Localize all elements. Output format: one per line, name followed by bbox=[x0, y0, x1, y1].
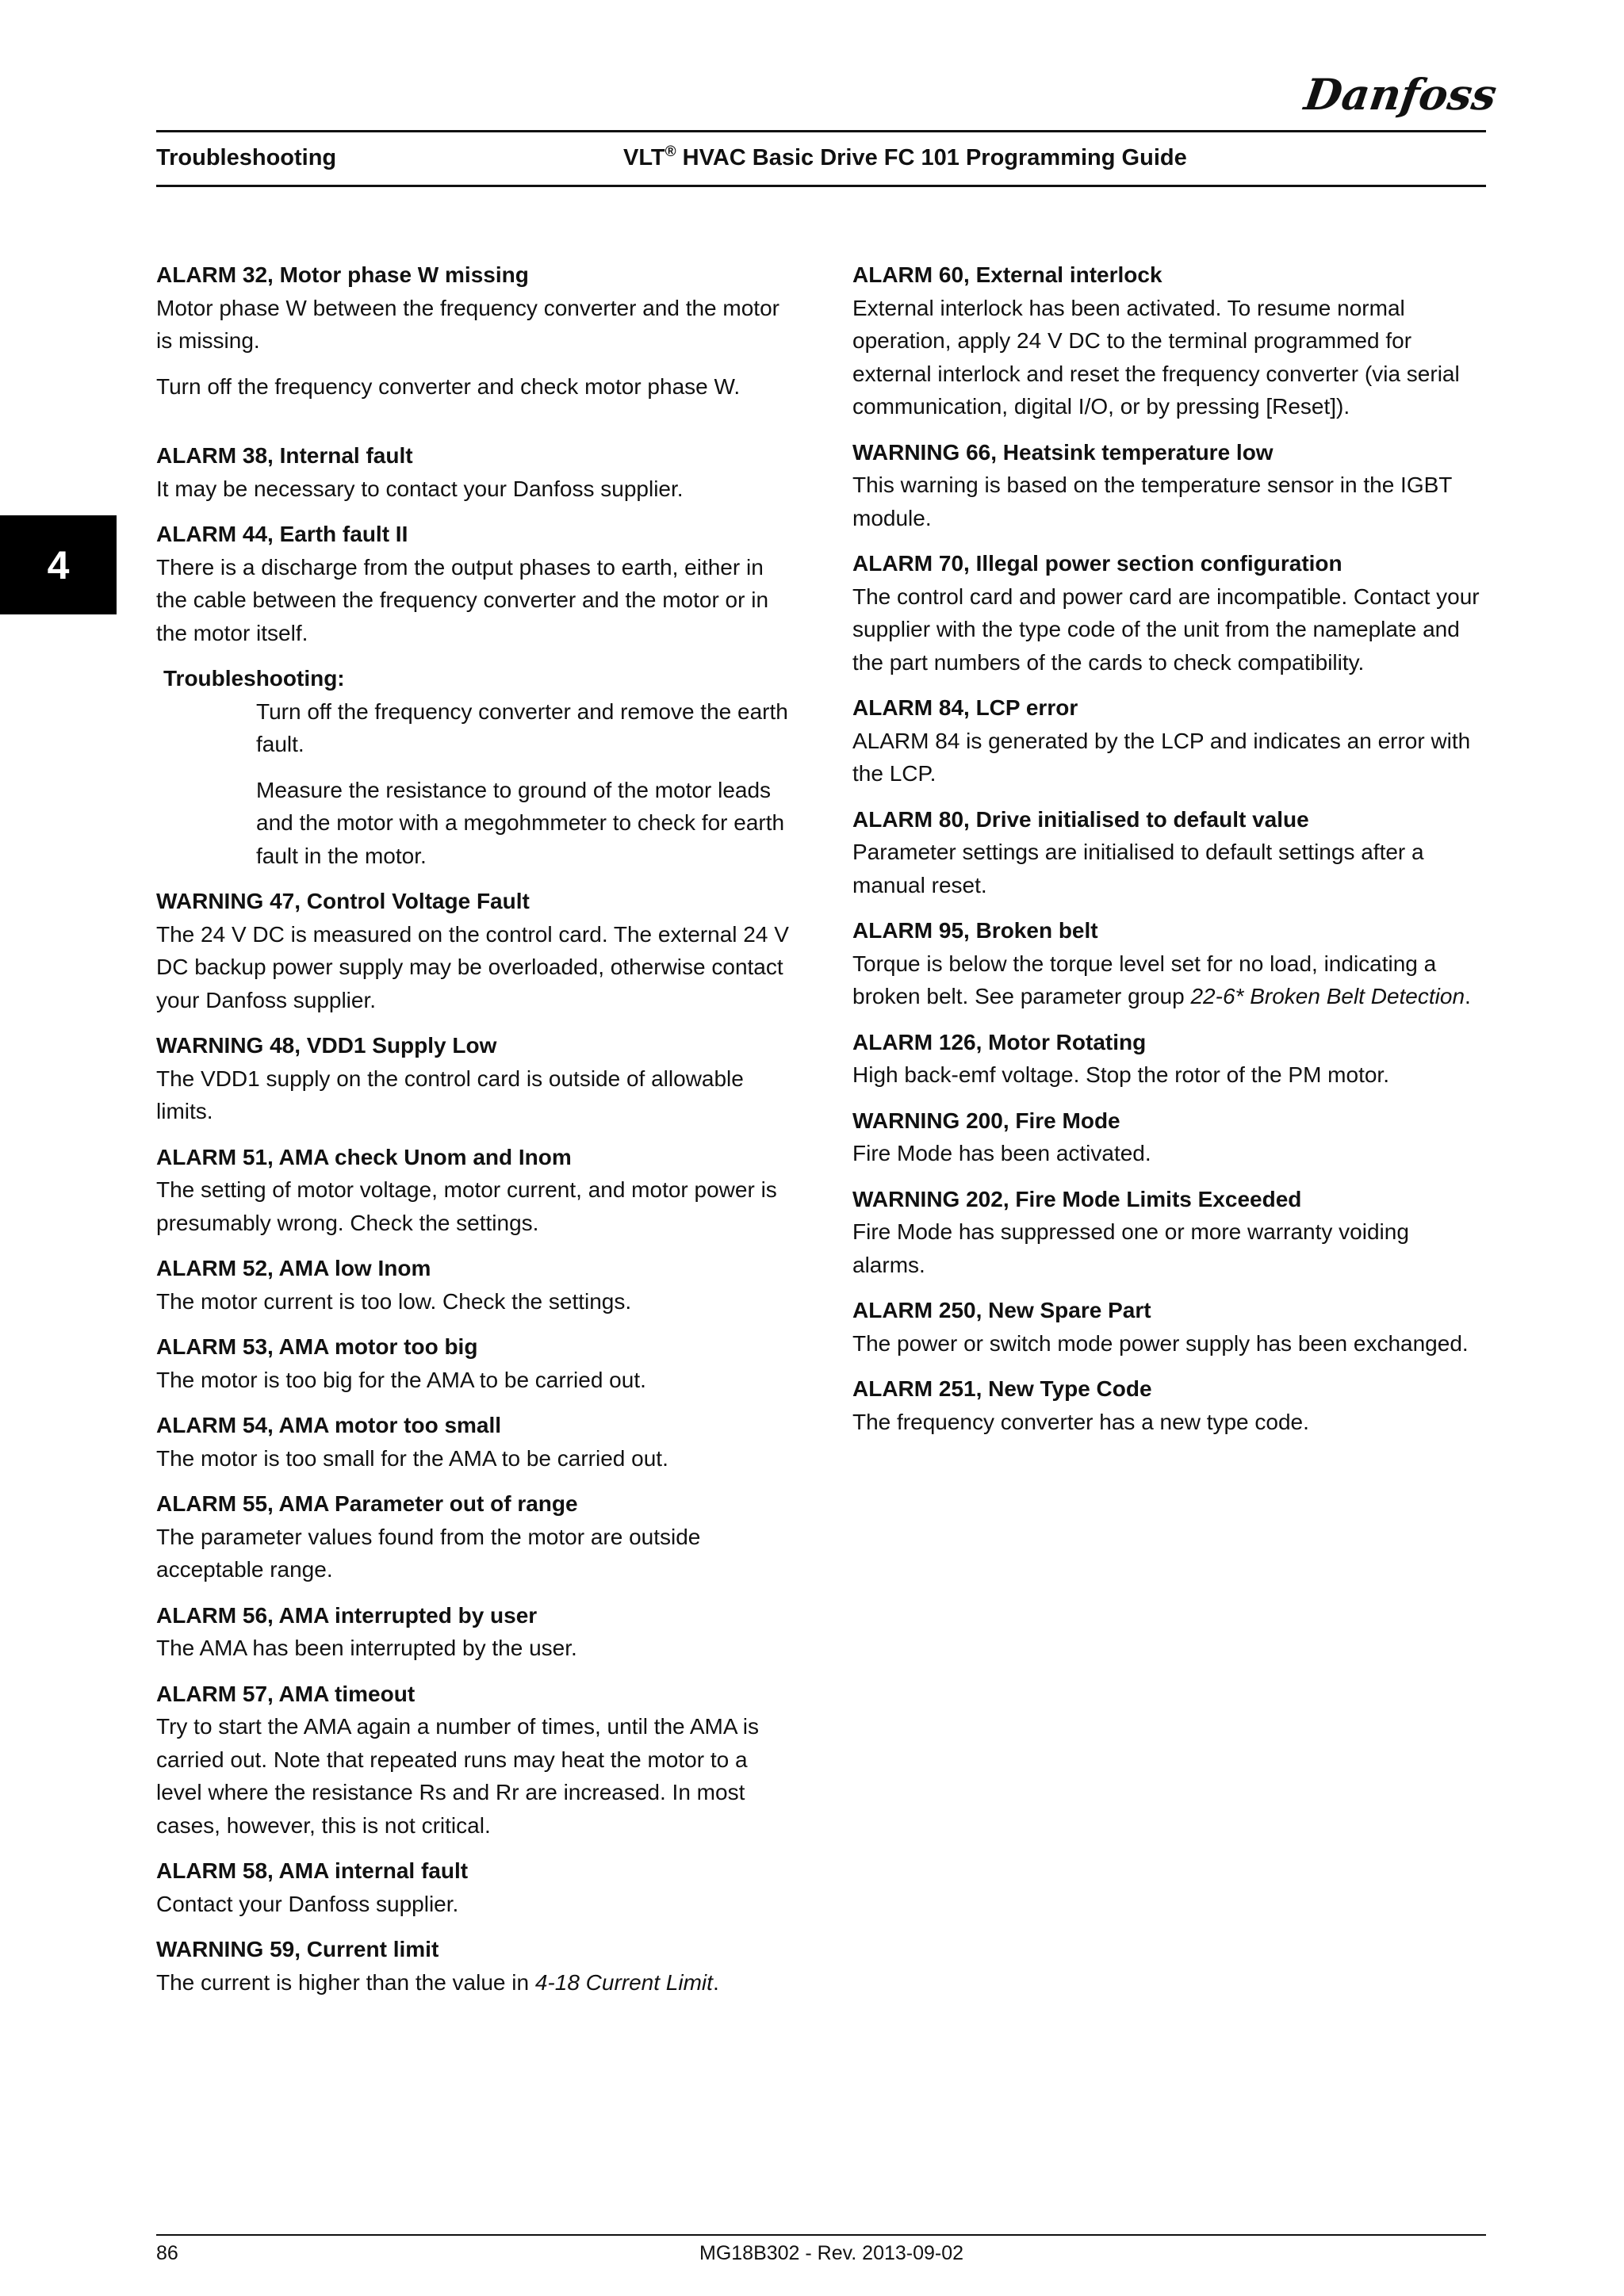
registered-mark: ® bbox=[665, 144, 676, 160]
alarm-70-entry bbox=[852, 547, 1487, 679]
alarm-52-entry bbox=[156, 1252, 791, 1318]
alarm-84-entry bbox=[852, 691, 1487, 790]
alarm-51-title: ALARM 51, AMA check Unom and Inom bbox=[156, 1144, 572, 1169]
warning-59-entry bbox=[156, 1933, 791, 1999]
alarm-52-title: ALARM 52, AMA low Inom bbox=[156, 1256, 431, 1280]
alarm-51-body: The setting of motor voltage, motor current, and motor power is presumably wrong. Check the settings. bbox=[156, 1177, 777, 1235]
alarm-51-entry bbox=[156, 1141, 791, 1240]
body-text: . bbox=[712, 1969, 719, 1995]
body-text: Torque is below the torque level set for no load, indicating a broken belt. See parameter group bbox=[852, 951, 1437, 1008]
chapter-tab: 4 bbox=[0, 515, 117, 614]
troubleshooting-step: Turn off the frequency converter and remove the earth fault. bbox=[256, 698, 788, 756]
warning-48-title: WARNING 48, VDD1 Supply Low bbox=[156, 1033, 497, 1058]
body-text: . bbox=[1465, 984, 1471, 1008]
alarm-32-title: ALARM 32, Motor phase W missing bbox=[156, 262, 529, 287]
alarm-54-entry bbox=[156, 1409, 791, 1475]
alarm-84-body: ALARM 84 is generated by the LCP and indicates an error with the LCP. bbox=[852, 728, 1471, 786]
alarm-54-body: The motor is too small for the AMA to be carried out. bbox=[156, 1445, 668, 1471]
warning-47-entry bbox=[156, 885, 791, 1016]
alarm-56-entry bbox=[156, 1599, 791, 1665]
alarm-251-body: The frequency converter has a new type code. bbox=[852, 1409, 1309, 1434]
warning-66-body: This warning is based on the temperature sensor in the IGBT module. bbox=[852, 473, 1452, 530]
troubleshooting-label: Troubleshooting: bbox=[163, 666, 345, 691]
alarm-55-entry bbox=[156, 1487, 791, 1586]
alarm-58-title: ALARM 58, AMA internal fault bbox=[156, 1858, 469, 1883]
alarm-60-body: External interlock has been activated. To resume normal operation, apply 24 V DC to the terminal programmed for external interlock and reset the frequency converter (via serial communication, digital I/O, or by pressing [Reset]). bbox=[852, 295, 1460, 419]
header-rule-bottom bbox=[156, 185, 1486, 187]
alarm-57-body: Try to start the AMA again a number of times, until the AMA is carried out. Note that repeated runs may heat the motor to a level where the resistance Rs and Rr are increased. In most cases, however, this is not critical. bbox=[156, 1714, 759, 1838]
alarm-54-title: ALARM 54, AMA motor too small bbox=[156, 1413, 502, 1437]
alarm-53-title: ALARM 53, AMA motor too big bbox=[156, 1334, 478, 1359]
alarm-250-title: ALARM 250, New Spare Part bbox=[852, 1298, 1151, 1322]
header-rule-top bbox=[156, 130, 1486, 132]
alarm-32-body-2: Turn off the frequency converter and check motor phase W. bbox=[156, 373, 741, 399]
alarm-32-entry bbox=[156, 258, 791, 403]
alarm-70-title: ALARM 70, Illegal power section configuration bbox=[852, 551, 1342, 576]
alarm-56-body: The AMA has been interrupted by the user. bbox=[156, 1636, 577, 1660]
body-text: The current is higher than the value in bbox=[156, 1969, 535, 1995]
document-code: MG18B302 - Rev. 2013-09-02 bbox=[699, 2242, 964, 2264]
danfoss-logo bbox=[1301, 62, 1500, 127]
alarm-56-title: ALARM 56, AMA interrupted by user bbox=[156, 1602, 538, 1628]
alarm-55-title: ALARM 55, AMA Parameter out of range bbox=[156, 1491, 578, 1516]
alarm-60-title: ALARM 60, External interlock bbox=[852, 262, 1162, 287]
warning-66-entry bbox=[852, 436, 1487, 535]
alarm-250-body: The power or switch mode power supply has been exchanged. bbox=[852, 1330, 1469, 1356]
warning-47-title: WARNING 47, Control Voltage Fault bbox=[156, 889, 530, 913]
alarm-58-entry bbox=[156, 1854, 791, 1920]
footer-rule bbox=[156, 2234, 1486, 2236]
warning-202-body: Fire Mode has suppressed one or more warranty voiding alarms. bbox=[852, 1219, 1409, 1277]
troubleshooting-step: Measure the resistance to ground of the motor leads and the motor with a megohmmeter to check for earth fault in the motor. bbox=[256, 777, 785, 868]
warning-59-title: WARNING 59, Current limit bbox=[156, 1937, 439, 1961]
right-column bbox=[852, 258, 1487, 1451]
alarm-95-title: ALARM 95, Broken belt bbox=[852, 918, 1098, 943]
warning-48-entry bbox=[156, 1029, 791, 1128]
logo-wordmark: Danfoss bbox=[1301, 69, 1500, 120]
warning-47-body: The 24 V DC is measured on the control card. The external 24 V DC backup power supply may be overloaded, otherwise contact your Danfoss supplier. bbox=[156, 921, 789, 1012]
alarm-126-title: ALARM 126, Motor Rotating bbox=[852, 1029, 1147, 1054]
warning-48-body: The VDD1 supply on the control card is outside of allowable limits. bbox=[156, 1066, 744, 1123]
alarm-95-entry bbox=[852, 914, 1487, 1013]
alarm-44-entry bbox=[156, 518, 791, 872]
alarm-80-body: Parameter settings are initialised to default settings after a manual reset. bbox=[852, 840, 1424, 897]
alarm-38-body: It may be necessary to contact your Danfoss supplier. bbox=[156, 476, 684, 501]
alarm-250-entry bbox=[852, 1294, 1487, 1360]
alarm-57-entry bbox=[156, 1678, 791, 1843]
alarm-251-entry bbox=[852, 1372, 1487, 1438]
alarm-70-body: The control card and power card are incompatible. Contact your supplier with the type code of the unit from the nameplate and the part numbers of the cards to check compatibility. bbox=[852, 584, 1480, 675]
spacer bbox=[156, 415, 791, 439]
section-heading: Troubleshooting bbox=[156, 145, 337, 170]
warning-200-body: Fire Mode has been activated. bbox=[852, 1141, 1151, 1165]
alarm-126-body: High back-emf voltage. Stop the rotor of the PM motor. bbox=[852, 1062, 1389, 1087]
alarm-55-body: The parameter values found from the motor are outside acceptable range. bbox=[156, 1524, 701, 1582]
alarm-32-body: Motor phase W between the frequency converter and the motor is missing. bbox=[156, 295, 779, 353]
alarm-53-body: The motor is too big for the AMA to be carried out. bbox=[156, 1367, 646, 1392]
warning-202-entry bbox=[852, 1183, 1487, 1282]
warning-202-title: WARNING 202, Fire Mode Limits Exceeded bbox=[852, 1186, 1302, 1211]
alarm-52-body: The motor current is too low. Check the settings. bbox=[156, 1288, 632, 1314]
alarm-251-title: ALARM 251, New Type Code bbox=[852, 1376, 1152, 1401]
alarm-80-title: ALARM 80, Drive initialised to default value bbox=[852, 806, 1309, 832]
alarm-38-entry bbox=[156, 439, 791, 505]
alarm-58-body: Contact your Danfoss supplier. bbox=[156, 1891, 459, 1916]
alarm-57-title: ALARM 57, AMA timeout bbox=[156, 1681, 416, 1706]
parameter-reference: 4-18 Current Limit bbox=[534, 1969, 713, 1995]
alarm-44-body: There is a discharge from the output phases to earth, either in the cable between the frequency converter and the motor or in the motor itself. bbox=[156, 554, 769, 645]
alarm-60-entry bbox=[852, 258, 1487, 423]
page-number: 86 bbox=[156, 2242, 178, 2264]
left-column bbox=[156, 258, 791, 2011]
warning-66-title: WARNING 66, Heatsink temperature low bbox=[852, 439, 1274, 465]
title-rest: HVAC Basic Drive FC 101 Programming Guide bbox=[676, 145, 1187, 170]
title-product: VLT bbox=[623, 145, 665, 170]
alarm-53-entry bbox=[156, 1330, 791, 1396]
alarm-44-title: ALARM 44, Earth fault II bbox=[156, 522, 408, 546]
warning-59-body bbox=[156, 1966, 791, 1999]
alarm-80-entry bbox=[852, 803, 1487, 902]
document-title bbox=[623, 145, 1187, 171]
alarm-126-entry bbox=[852, 1026, 1487, 1092]
warning-200-entry bbox=[852, 1104, 1487, 1170]
parameter-reference: 22-6* Broken Belt Detection bbox=[1190, 984, 1465, 1008]
alarm-38-title: ALARM 38, Internal fault bbox=[156, 443, 413, 468]
alarm-84-title: ALARM 84, LCP error bbox=[852, 695, 1078, 720]
warning-200-title: WARNING 200, Fire Mode bbox=[852, 1108, 1120, 1133]
alarm-95-body bbox=[852, 947, 1487, 1013]
